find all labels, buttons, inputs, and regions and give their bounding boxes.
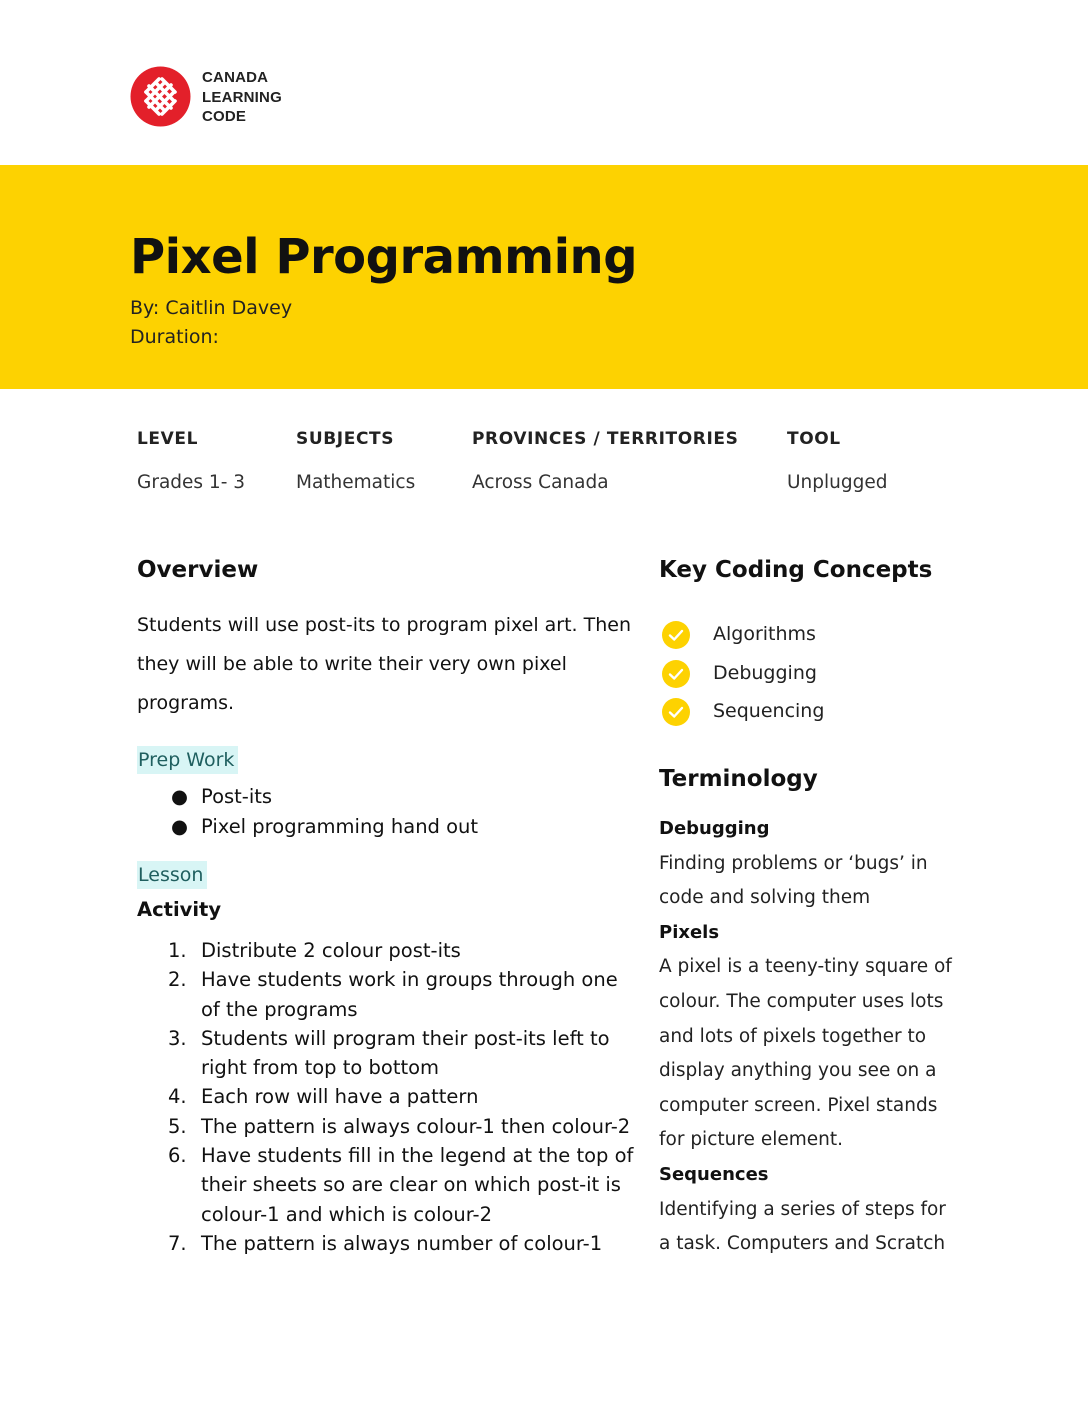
tool-value: Unplugged [787,472,888,493]
list-item-text: Pixel programming hand out [201,815,479,838]
term-name: Pixels [659,921,720,943]
duration-text: Duration: [130,326,219,348]
maple-lattice-icon [130,66,191,127]
list-item [137,1112,647,1141]
list-item [137,1024,647,1083]
list-item [660,659,960,698]
concepts-list [660,620,960,736]
check-circle-icon [661,620,691,650]
list-item [137,965,647,1024]
brand-logo [130,66,330,128]
step-text: Students will program their post-its left to right from top to bottom [201,1026,610,1080]
brand-name-line: LEARNING [202,88,282,106]
step-number: 1. [168,939,187,962]
list-item [660,620,960,659]
step-text: The pattern is always number of colour-1 [201,1231,603,1255]
list-item [137,1141,647,1229]
list-item-text: Post-its [201,785,273,808]
term-name: Sequences [659,1163,769,1185]
list-item [660,697,960,736]
list-item [137,782,637,812]
brand-name [202,68,282,127]
concept-label: Algorithms [713,623,816,645]
author-text: By: Caitlin Davey [130,297,293,319]
lesson-heading: Lesson [137,861,207,889]
provinces-label: PROVINCES / TERRITORIES [472,429,739,449]
subjects-label: SUBJECTS [296,429,395,449]
step-text: Each row will have a pattern [201,1085,479,1109]
check-circle-icon [661,659,691,689]
step-text: Have students work in groups through one of the programs [201,968,618,1021]
term-definition: A pixel is a teeny-tiny square of colour. The computer uses lots and lots of pixels together to display anything you see on a computer screen. Pixel stands for picture element. [659,956,952,1151]
check-circle-icon [661,697,691,727]
byline [130,294,292,352]
concept-label: Sequencing [713,700,825,723]
bullet-icon: ● [171,815,189,838]
page-title: Pixel Programming [130,229,638,285]
step-number: 3. [168,1026,187,1050]
concepts-heading: Key Coding Concepts [659,557,933,583]
step-text: Distribute 2 colour post-its [201,939,461,962]
step-number: 2. [168,968,187,992]
level-label: LEVEL [137,429,199,449]
step-text: The pattern is always colour-1 then colour-2 [201,1114,631,1138]
term-definition: Finding problems or ‘bugs’ in code and solving them [659,852,928,909]
terminology-list [659,812,959,1262]
list-item [137,936,647,965]
level-value: Grades 1- 3 [137,472,246,493]
step-number: 6. [168,1144,187,1168]
term-definition: Identifying a series of steps for a task. Computers and Scratch [659,1198,946,1255]
step-number: 7. [168,1231,187,1255]
provinces-value: Across Canada [472,472,609,493]
list-item [137,1229,647,1258]
subjects-value: Mathematics [296,472,416,493]
concept-label: Debugging [713,661,817,684]
step-number: 5. [168,1114,187,1138]
step-text: Have students fill in the legend at the top of their sheets so are clear on which post-it is colour-1 and which is colour-2 [201,1144,634,1226]
bullet-icon: ● [171,785,189,808]
tool-label: TOOL [787,429,841,449]
terminology-heading: Terminology [659,766,818,792]
term-name: Debugging [659,818,770,839]
activity-heading: Activity [137,898,222,921]
brand-name-line: CANADA [202,69,269,86]
list-item [137,1082,647,1111]
overview-heading: Overview [137,557,259,583]
prep-work-heading: Prep Work [137,746,238,774]
activity-steps [137,936,647,1258]
list-item [137,812,637,842]
prep-list [137,782,637,842]
brand-name-line: CODE [202,108,247,125]
step-number: 4. [168,1085,187,1109]
overview-text: Students will use post-its to program pixel art. Then they will be able to write their very own pixel programs. [137,614,631,714]
